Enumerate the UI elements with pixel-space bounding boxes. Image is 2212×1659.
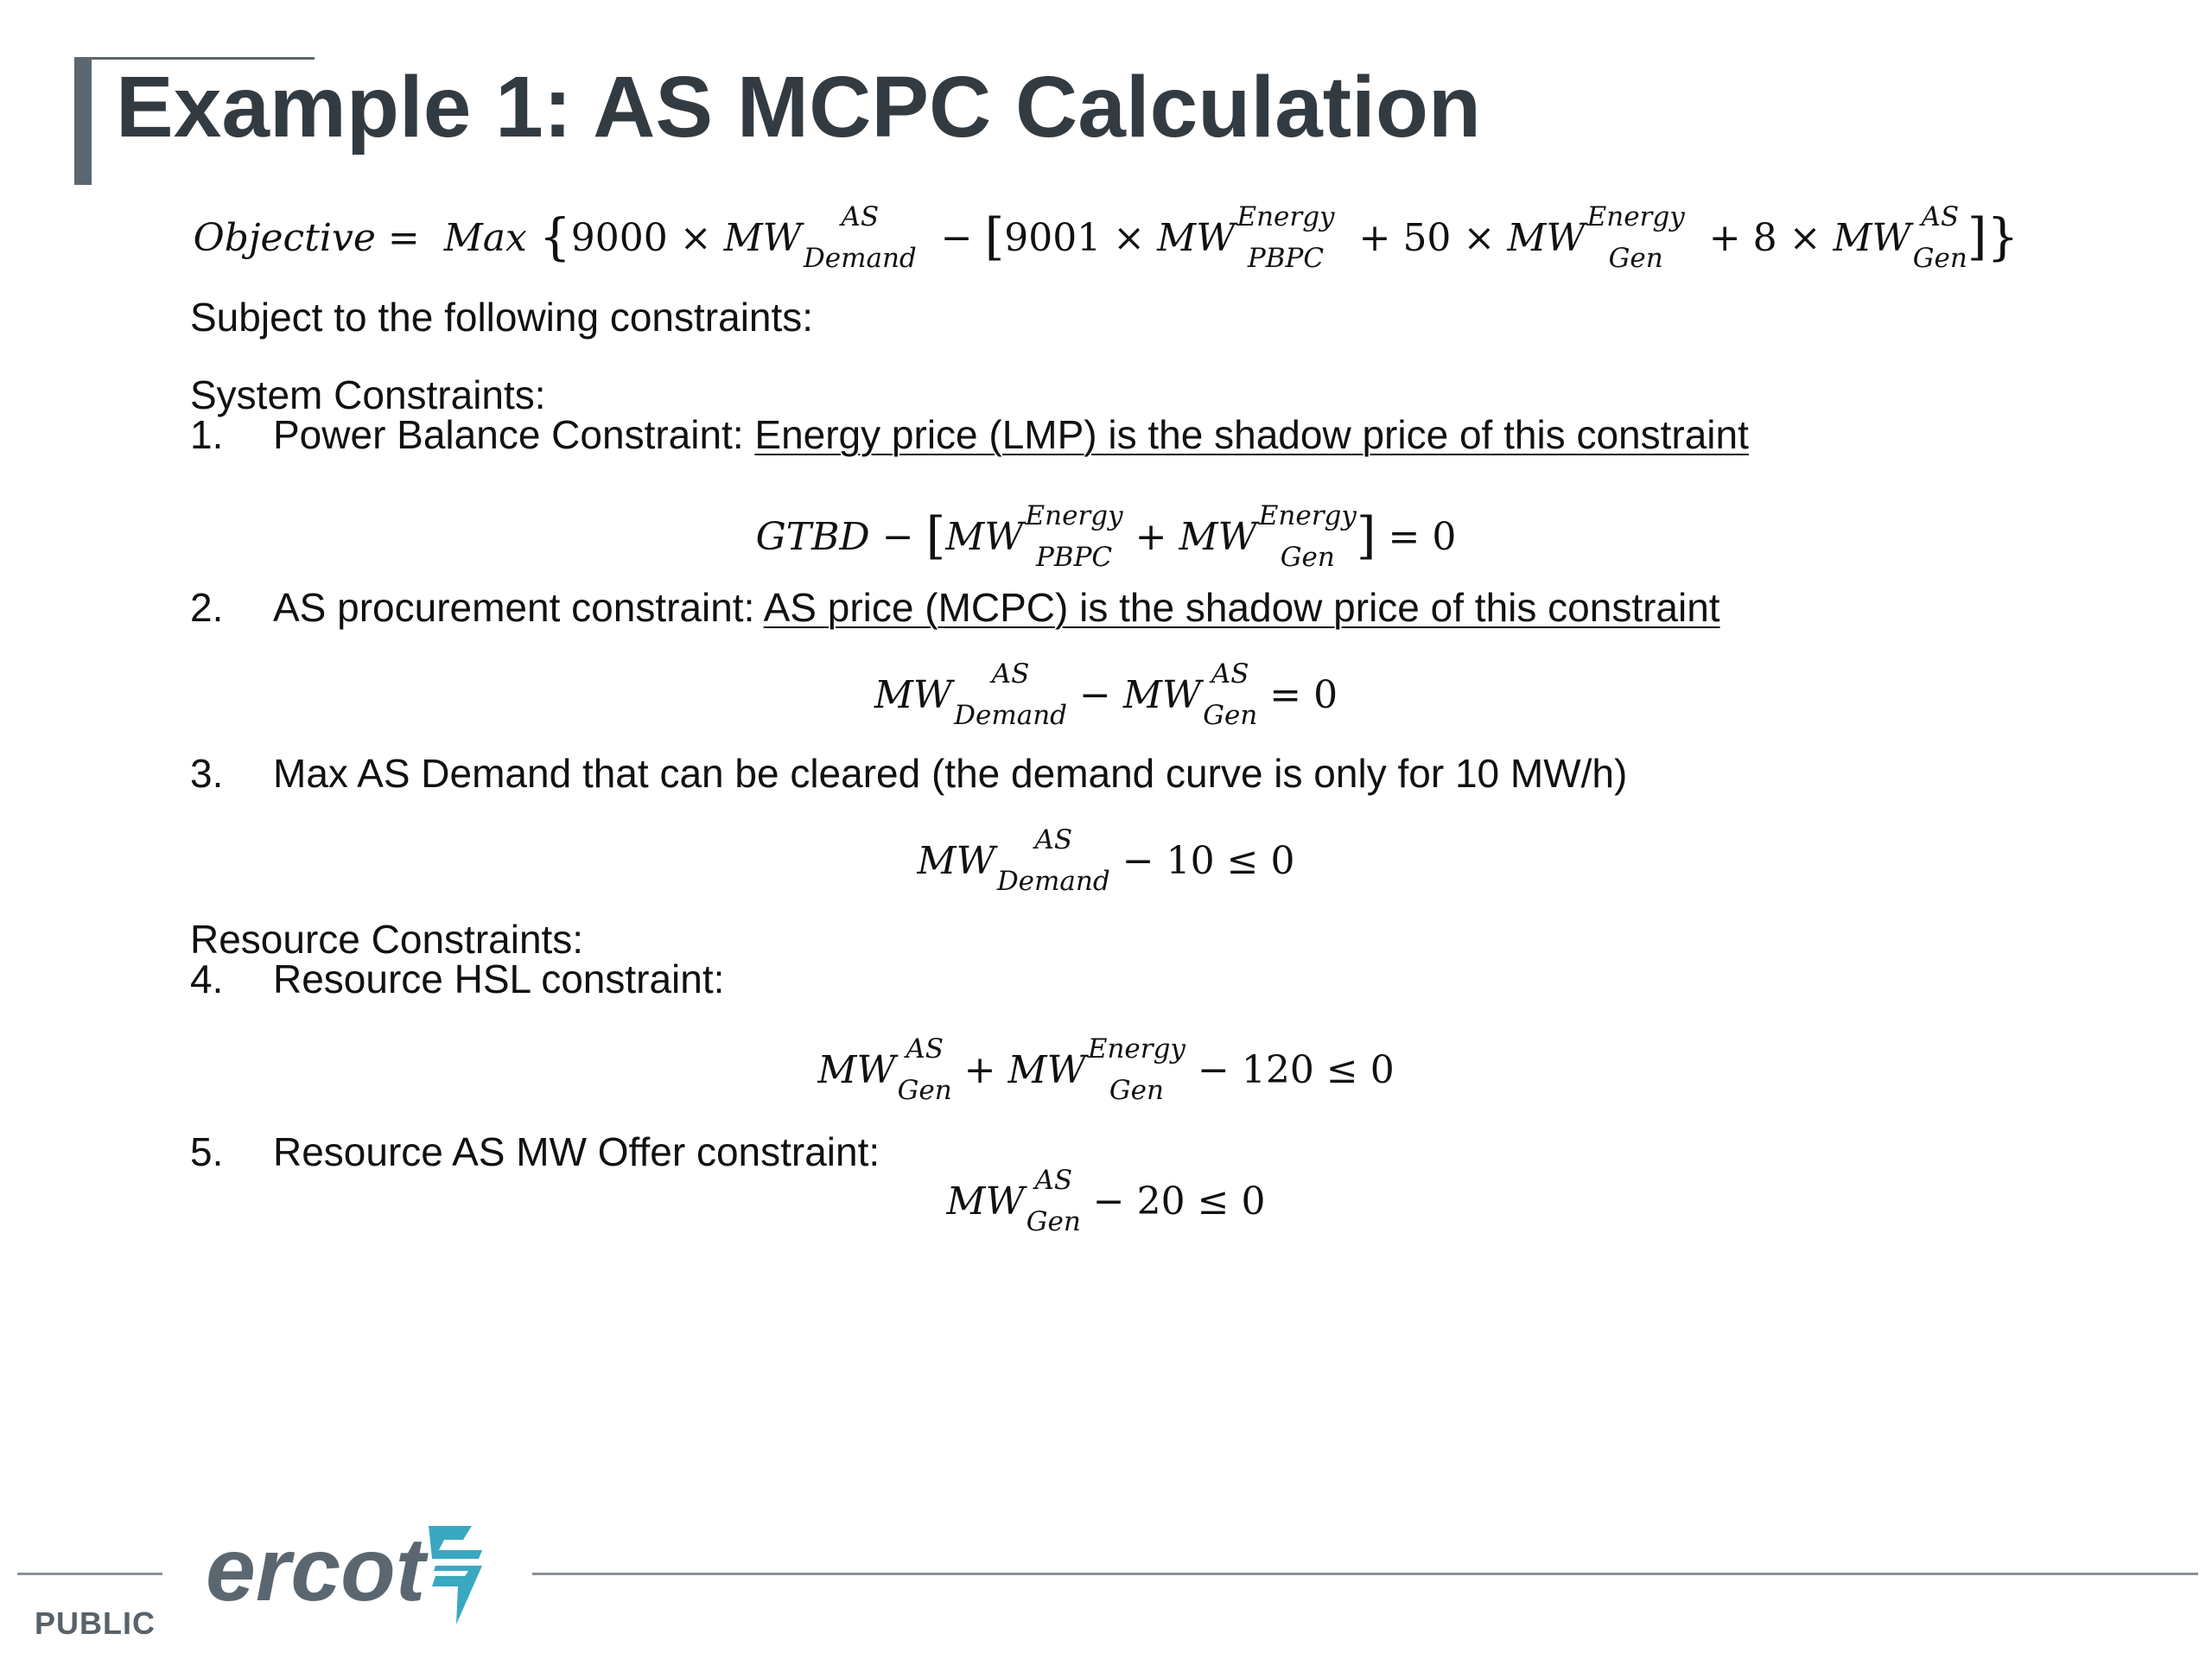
ercot-logo	[206, 1514, 491, 1635]
ercot-lightning-icon	[429, 1526, 482, 1624]
item-2-text	[273, 584, 1720, 632]
hsl-equation: MW AS Gen + MW Energy Gen − 120 ≤ 0	[817, 1033, 1395, 1106]
item-2-number: 2.	[190, 585, 224, 630]
item-2-label: AS procurement constraint:	[273, 585, 764, 630]
item-4-text: Resource HSL constraint:	[273, 957, 725, 1001]
footer-rule-right	[532, 1573, 2198, 1575]
resource-constraints-header: Resource Constraints:	[190, 917, 584, 962]
item-2-note: AS price (MCPC) is the shadow price of this constraint	[763, 585, 1720, 630]
as-offer-equation: MW AS Gen − 20 ≤ 0	[946, 1165, 1266, 1237]
power-balance-equation: GTBD − [MW Energy PBPC + MW Energy Gen ] = 0	[755, 500, 1457, 573]
item-4-number: 4.	[190, 957, 224, 1001]
item-1-note: Energy price (LMP) is the shadow price of this constraint	[754, 412, 1749, 457]
title-accent-bar	[74, 57, 92, 185]
as-procurement-equation: MW AS Demand − MW AS Gen = 0	[874, 658, 1338, 731]
item-3-number: 3.	[190, 751, 224, 796]
subject-line: Subject to the following constraints:	[190, 295, 814, 340]
item-5-text: Resource AS MW Offer constraint:	[273, 1129, 880, 1174]
item-1-text	[273, 411, 1749, 459]
objective-equation: Objective = Max {9000 × MW AS Demand − [9001 × MW Energy PBPC + 50 × MW Energy Gen + 8 × MW AS Gen ]}	[193, 201, 2019, 274]
item-1-label: Power Balance Constraint:	[273, 412, 755, 457]
slide-title: Example 1: AS MCPC Calculation	[116, 59, 1481, 156]
item-1-number: 1.	[190, 412, 224, 457]
footer-rule-left	[17, 1573, 162, 1575]
item-5-number: 5.	[190, 1129, 224, 1174]
logo-text: ercot	[206, 1520, 426, 1620]
system-constraints-header: System Constraints:	[190, 372, 546, 417]
item-3-text: Max AS Demand that can be cleared (the demand curve is only for 10 MW/h)	[273, 751, 1628, 796]
max-demand-equation: MW AS Demand − 10 ≤ 0	[917, 824, 1295, 897]
public-label: PUBLIC	[35, 1605, 156, 1641]
